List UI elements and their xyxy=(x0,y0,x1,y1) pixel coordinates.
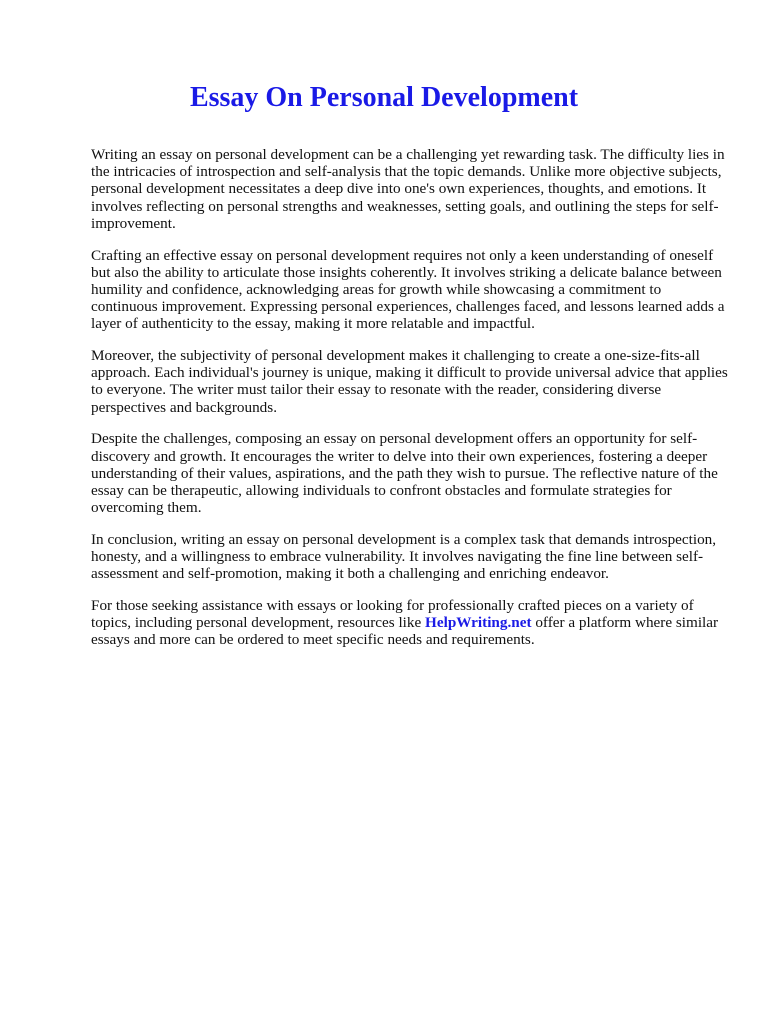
paragraph-2: Crafting an effective essay on personal development requires not only a keen understanding of oneself but also the ability to articulate those insights coherently. It involves striking a delicate balance between humility and confidence, acknowledging areas for growth while showcasing a commitment to continuous improvement. Expressing personal experiences, challenges faced, and lessons learned adds a layer of authenticity to the essay, making it more relatable and impactful. xyxy=(91,246,725,333)
paragraph-4: Despite the challenges, composing an essay on personal development offers an opportunity for self-discovery and growth. It encourages the writer to delve into their own experiences, fostering a deeper understanding of their values, aspirations, and the path they wish to pursue. The reflective nature of the essay can be therapeutic, allowing individuals to confront obstacles and formulate strategies for overcoming them. xyxy=(91,430,718,517)
paragraph-1: Writing an essay on personal development can be a challenging yet rewarding task. The difficulty lies in the intricacies of introspection and self-analysis that the topic demands. Unlike more objective subjects, personal development necessitates a deep dive into one's own experiences, thoughts, and emotions. It involves reflecting on personal strengths and weaknesses, setting goals, and outlining the steps for self-improvement. xyxy=(91,146,725,232)
paragraph-6 xyxy=(91,597,731,649)
page-title: Essay On Personal Development xyxy=(189,82,579,113)
essay-body xyxy=(91,146,731,663)
paragraph-6-text-after: offer a platform where similar essays and more can be ordered to meet specific needs and requirements. xyxy=(91,614,719,649)
helpwriting-link[interactable]: HelpWriting.net xyxy=(425,614,532,632)
paragraph-3: Moreover, the subjectivity of personal development makes it challenging to create a one-size-fits-all approach. Each individual's journey is unique, making it difficult to provide universal advice that applies to everyone. The writer must tailor their essay to resonate with the reader, considering diverse perspectives and backgrounds. xyxy=(91,347,728,416)
paragraph-6-text-before: For those seeking assistance with essays or looking for professionally crafted pieces on a variety of topics, including personal development, resources like xyxy=(91,596,694,632)
paragraph-5: In conclusion, writing an essay on personal development is a complex task that demands introspection, honesty, and a willingness to embrace vulnerability. It involves navigating the fine line between self-assessment and self-promotion, making it both a challenging and enriching endeavor. xyxy=(91,530,717,583)
